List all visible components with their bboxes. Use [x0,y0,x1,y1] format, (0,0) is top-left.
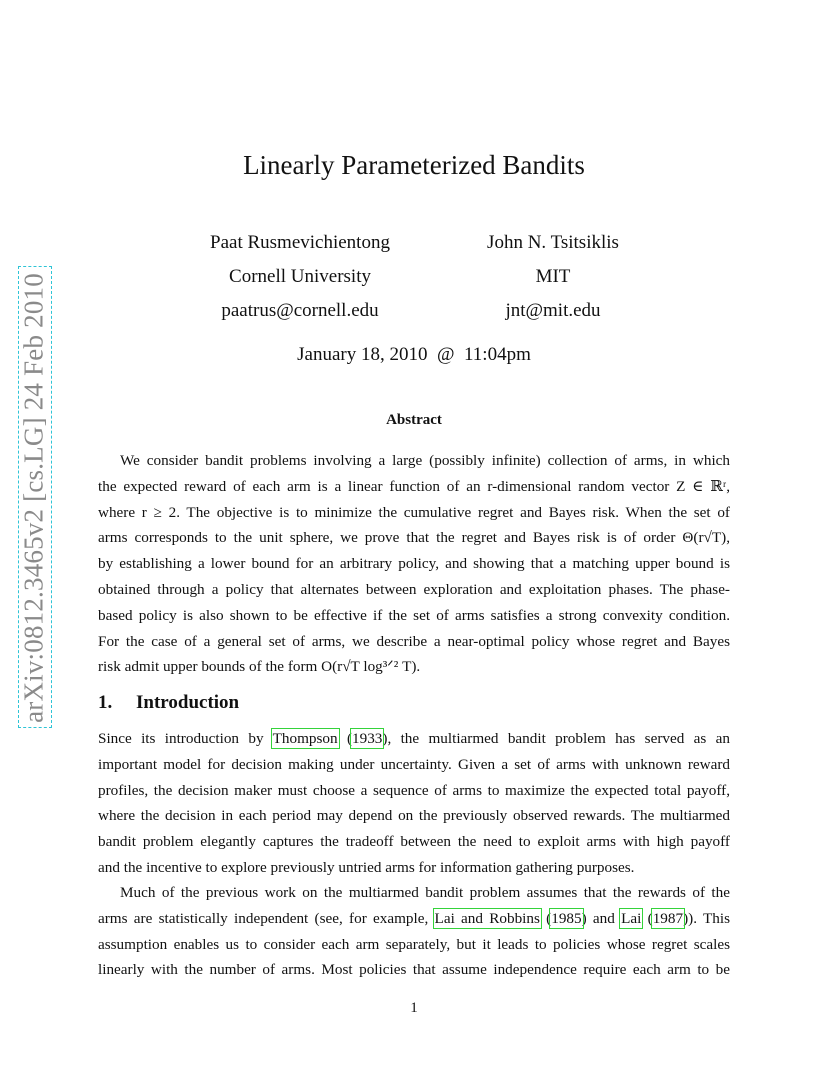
intro-line: linearly with the number of arms. Most policies that assume independence require each arm to be [98,961,730,979]
section-heading-introduction [98,692,239,714]
text-run: ( [337,730,353,747]
paper-title: Linearly Parameterized Bandits [243,150,585,180]
author-email[interactable]: jnt@mit.edu [505,300,601,321]
text-run: Since its introduction by [98,730,273,747]
section-number: 1. [98,692,113,713]
abstract-line: the expected reward of each arm is a linear function of an r-dimensional random vector Z ∈ ℝʳ, [98,477,730,495]
text-run: ), the multiarmed bandit problem has served as an [382,730,730,747]
abstract-line: For the case of a general set of arms, we describe a near-optimal policy whose regret and Bayes [98,632,730,650]
author-block-1 [170,226,430,328]
abstract-line: risk admit upper bounds of the form O(r√T log³ᐟ² T). [98,658,421,676]
intro-line: Much of the previous work on the multiarmed bandit problem assumes that the rewards of the [120,884,730,901]
intro-line: and the incentive to explore previously untried arms for information gathering purposes. [98,858,635,876]
intro-paragraph-1 [98,726,730,881]
author-name: John N. Tsitsiklis [487,232,619,253]
author-affiliation: Cornell University [229,266,371,287]
citation-link-lai-robbins[interactable]: Lai and Robbins [434,909,540,927]
intro-line: bandit problem elegantly captures the tradeoff between the need to exploit arms with high payoff [98,833,730,851]
citation-link-thompson[interactable]: Thompson [272,730,338,747]
arxiv-stamp: arXiv:0812.3465v2 [cs.LG] 24 Feb 2010 [18,273,49,723]
intro-line: important model for decision making under uncertainty. Given a set of arms with unknown reward [98,755,730,773]
abstract-line: based policy is also shown to be effective if the set of arms satisfies a strong convexity condition. [98,606,730,624]
abstract-body [98,448,730,680]
text-run: ) and [581,909,622,927]
author-affiliation: MIT [535,266,571,287]
abstract-heading: Abstract [386,412,442,428]
citation-link-lai[interactable]: Lai [621,909,642,927]
abstract-line: by establishing a lower bound for an arbitrary policy, and showing that a matching upper bound is [98,555,730,573]
author-email[interactable]: paatrus@cornell.edu [221,300,379,321]
text-run: arms are statistically independent (see, for example, [98,909,435,927]
text-run: ( [641,909,653,927]
intro-line: profiles, the decision maker must choose a sequence of arms to maximize the expected total payoff, [98,781,730,799]
citation-link-1987[interactable]: 1987 [652,909,684,927]
paper-date: January 18, 2010 @ 11:04pm [297,344,531,365]
text-run: )). This [683,909,730,927]
intro-line: where the decision in each period may depend on the previously observed rewards. The multiarmed [98,807,730,825]
citation-link-1985[interactable]: 1985 [551,909,582,927]
page-number: 1 [410,1000,418,1016]
author-name: Paat Rusmevichientong [210,232,390,253]
intro-line: assumption enables us to consider each arm separately, but it leads to policies whose regret scales [98,935,730,953]
abstract-line: where r ≥ 2. The objective is to minimize the cumulative regret and Bayes risk. When the set of [98,503,730,521]
citation-link-1933[interactable]: 1933 [352,730,383,747]
text-run: ( [539,909,552,927]
abstract-line: arms corresponds to the unit sphere, we prove that the regret and Bayes risk is of order Θ(r√T), [98,529,730,547]
author-block-2 [423,226,683,328]
section-title: Introduction [136,692,240,713]
intro-line [98,726,730,752]
abstract-line: We consider bandit problems involving a large (possibly infinite) collection of arms, in which [120,452,730,469]
intro-line [98,906,730,932]
intro-paragraph-2 [98,880,730,983]
abstract-line: obtained through a policy that alternates between exploration and exploitation phases. The phase- [98,580,730,598]
